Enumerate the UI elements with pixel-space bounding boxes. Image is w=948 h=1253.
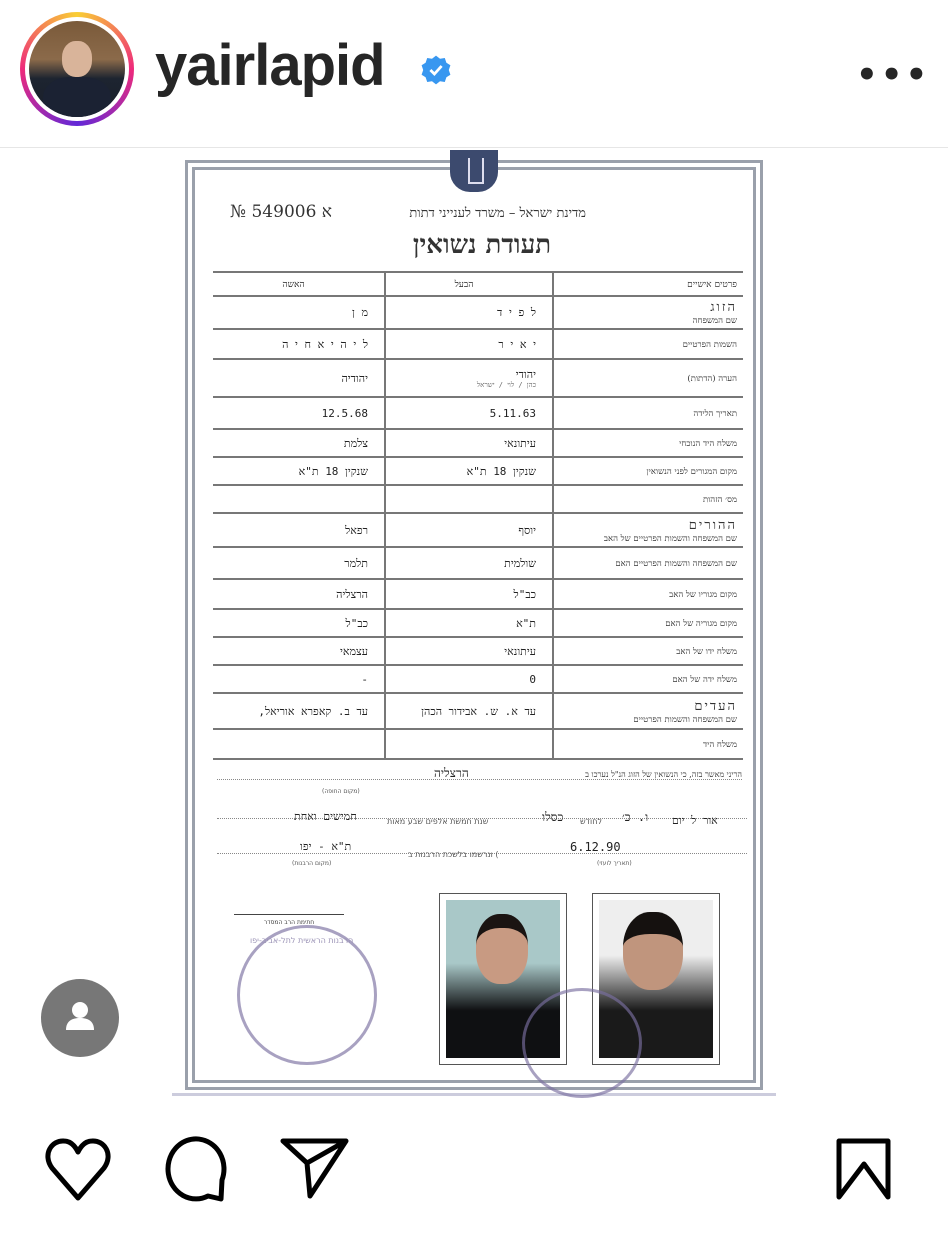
ministry-heading: מדינת ישראל – משרד לענייני דתות	[409, 206, 586, 221]
rabbi-signature: חתימת הרב המסדר	[234, 885, 344, 915]
husband-value-text: יוסף	[518, 523, 536, 537]
row-label	[553, 609, 743, 637]
verified-badge-icon	[420, 54, 452, 86]
wife-value	[213, 729, 385, 759]
row-label	[553, 397, 743, 429]
husband-value-text: עד א. ש. אבידור הכהן	[421, 704, 536, 718]
row-label-text: משלח ידה של האם	[672, 674, 737, 685]
rabbinate-caption: (מקום הרבנות)	[292, 860, 332, 867]
husband-value-subtext: כהן / לוי / ישראל	[476, 380, 536, 389]
row-label	[553, 485, 743, 513]
husband-value-text: עיתונאי	[504, 644, 536, 658]
row-label-text: שם המשפחה והשמות הפרטיים האם	[615, 558, 737, 569]
wife-value	[213, 457, 385, 485]
column-header: פרטים אישיים	[553, 272, 743, 296]
row-label	[553, 693, 743, 729]
row-sublabel: שם המשפחה והשמות הפרטיים של האב	[603, 533, 737, 544]
husband-value-text: יהודי	[515, 367, 536, 381]
row-sublabel: שם המשפחה	[692, 316, 737, 326]
husband-value	[385, 579, 553, 609]
rabbinate-place: ת"א - יפו	[300, 840, 352, 853]
date-prefix: אור ל יום	[672, 814, 718, 827]
wife-value	[213, 359, 385, 397]
column-header: האשה	[213, 272, 385, 296]
row-label	[553, 729, 743, 759]
husband-value	[385, 693, 553, 729]
husband-value-text: ל פ י ד	[497, 306, 536, 319]
husband-value-text: 5.11.63	[489, 406, 536, 420]
wife-value	[213, 485, 385, 513]
husband-value	[385, 485, 553, 513]
row-label-heading: העדים	[694, 698, 737, 714]
rabbinate-stamp: הרבנות הראשית לתל-אביב-יפו	[237, 925, 377, 1065]
wife-value-text: צלמת	[343, 436, 368, 450]
greg-caption: (תאריך לועזי)	[597, 860, 632, 867]
place-caption: (מקום החופה)	[322, 788, 360, 795]
husband-value-text: שולמית	[504, 556, 536, 570]
post-header	[0, 0, 948, 148]
profile-avatar-story-ring[interactable]	[20, 12, 134, 126]
row-label	[553, 429, 743, 457]
husband-value-text: י א י ר	[498, 337, 536, 351]
state-emblem-icon	[450, 150, 498, 192]
row-label-text: מקום מגוריו של האב	[669, 589, 737, 600]
husband-value	[385, 429, 553, 457]
wife-value	[213, 547, 385, 579]
wife-value-text: כב"ל	[345, 616, 368, 630]
wife-value-text: 12.5.68	[321, 406, 368, 420]
certificate-title: תעודת נשואין	[412, 230, 552, 260]
hebrew-day: ו. כ׳	[622, 810, 649, 824]
row-label	[553, 579, 743, 609]
table-row	[213, 637, 743, 665]
row-label	[553, 296, 743, 329]
row-label-text: משלח ידו של האב	[676, 646, 737, 657]
user-icon	[41, 979, 119, 1057]
row-label	[553, 513, 743, 547]
row-label	[553, 547, 743, 579]
husband-value	[385, 329, 553, 359]
wife-value-text: שנקין 18 ת"א	[298, 464, 368, 478]
table-row	[213, 397, 743, 429]
gregorian-date: 6.12.90	[570, 840, 621, 854]
row-label	[553, 329, 743, 359]
table-row	[213, 429, 743, 457]
wife-value	[213, 579, 385, 609]
wife-value-text: מ ן	[352, 306, 368, 319]
wife-value	[213, 329, 385, 359]
row-label	[553, 359, 743, 397]
table-row	[213, 457, 743, 485]
year-text: שנת חמשת אלפים שבע מאות	[387, 817, 489, 826]
row-label-text: מקום המגורים לפני הנשואין	[646, 466, 737, 477]
wife-value	[213, 513, 385, 547]
confirm-line: הריני מאשר בזה, כי הנשואין של הזוג הנ"ל נערכו ב	[217, 770, 742, 780]
husband-value	[385, 665, 553, 693]
send-icon[interactable]	[280, 1138, 350, 1200]
row-label-heading: ההורים	[688, 517, 737, 533]
row-label-text: מס׳ הזהות	[702, 494, 737, 505]
row-label	[553, 637, 743, 665]
table-row	[213, 547, 743, 579]
wife-value-text: תלמר	[344, 556, 368, 570]
wife-value	[213, 397, 385, 429]
husband-value	[385, 609, 553, 637]
table-row	[213, 693, 743, 729]
hebrew-year: חמישים ואחת	[294, 810, 357, 823]
comment-icon[interactable]	[164, 1136, 230, 1202]
table-row	[213, 729, 743, 759]
table-row	[213, 329, 743, 359]
column-header: הבעל	[385, 272, 553, 296]
husband-value	[385, 637, 553, 665]
husband-value-text: ת"א	[516, 616, 536, 630]
row-label-text: הערה (הדתות)	[687, 373, 737, 384]
wife-value	[213, 296, 385, 329]
table-row	[213, 579, 743, 609]
photo-stamp	[522, 988, 642, 1098]
table-row	[213, 485, 743, 513]
row-label	[553, 457, 743, 485]
month-label: לחודש	[580, 817, 602, 826]
wife-value-text: -	[361, 672, 368, 686]
wife-value-text: הרצליה	[336, 587, 368, 601]
wife-value	[213, 429, 385, 457]
wife-value	[213, 637, 385, 665]
table-row	[213, 665, 743, 693]
husband-value	[385, 513, 553, 547]
table-row	[213, 609, 743, 637]
post-image-marriage-certificate[interactable]	[172, 150, 776, 1096]
wife-value	[213, 665, 385, 693]
wife-value-text: רפאל	[345, 523, 368, 537]
husband-value-text: שנקין 18 ת"א	[466, 464, 536, 478]
row-label-text: משלח היד	[703, 739, 737, 750]
bookmark-icon[interactable]	[836, 1138, 892, 1200]
certificate-number: № 549006 א	[230, 202, 332, 222]
row-label-text: משלח היד הנוכחי	[679, 438, 737, 449]
username[interactable]: yairlapid	[155, 33, 385, 98]
husband-value-text: כב"ל	[513, 587, 536, 601]
hebrew-month: כסלו	[542, 810, 564, 824]
wife-value-text: עד ב. קאפרא אוריאל,	[258, 704, 368, 718]
certificate-table	[213, 271, 743, 760]
wife-value-text: יהודיה	[341, 371, 368, 385]
row-label	[553, 665, 743, 693]
husband-value	[385, 359, 553, 397]
heart-icon[interactable]	[44, 1138, 112, 1202]
wife-value	[213, 609, 385, 637]
husband-value	[385, 547, 553, 579]
row-label-text: השמות הפרטיים	[682, 339, 737, 350]
table-row	[213, 513, 743, 547]
husband-value-text: 0	[529, 672, 536, 686]
wedding-place: הרצליה	[434, 766, 469, 780]
table-header-row	[213, 272, 743, 296]
wife-value-text: ל י ה י א ח י ה	[282, 337, 368, 351]
registered-text: ) ונרשמו בלשכת הרבנות ב	[408, 850, 499, 859]
husband-value	[385, 397, 553, 429]
table-row	[213, 359, 743, 397]
row-label-heading: הזוג	[710, 300, 737, 315]
husband-value	[385, 457, 553, 485]
table-row	[213, 296, 743, 329]
row-label-text: מקום מגוריה של האם	[665, 618, 737, 629]
more-options-icon[interactable]: •••	[856, 55, 931, 95]
row-label-text: תאריך הלידה	[693, 408, 737, 419]
husband-value	[385, 296, 553, 329]
wife-value	[213, 693, 385, 729]
tagged-users-button[interactable]	[41, 979, 119, 1057]
husband-value	[385, 729, 553, 759]
avatar	[29, 21, 125, 117]
row-sublabel: שם המשפחה והשמות הפרטיים	[633, 714, 737, 725]
wife-value-text: עצמאי	[340, 644, 368, 658]
husband-value-text: עיתונאי	[504, 436, 536, 450]
